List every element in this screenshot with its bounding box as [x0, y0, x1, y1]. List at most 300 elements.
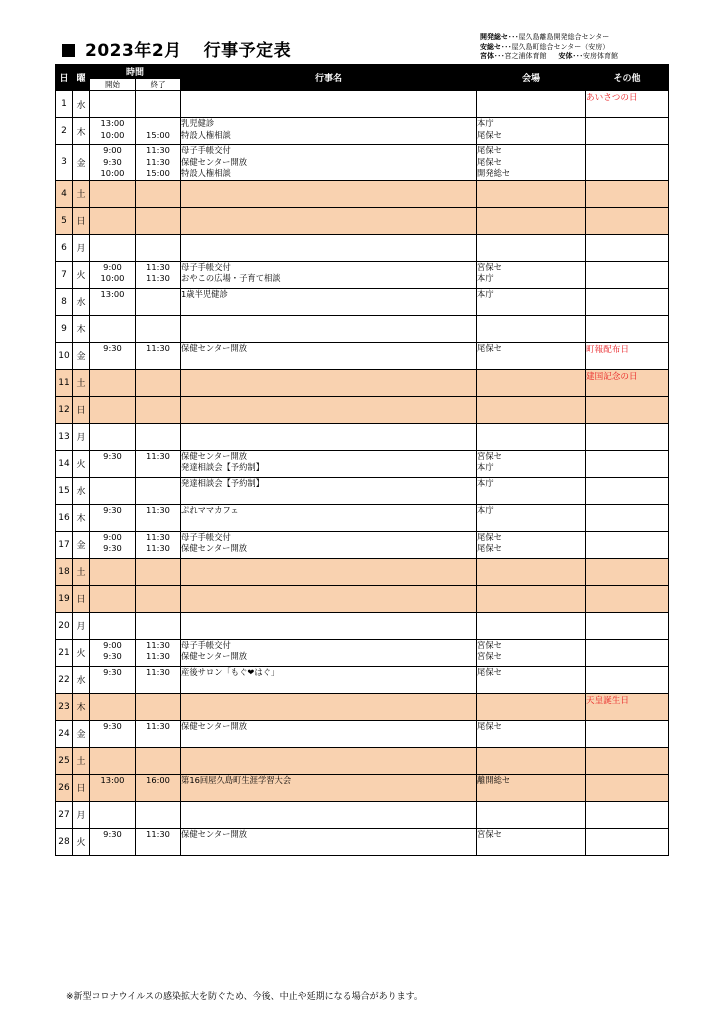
start-time-cell [90, 180, 136, 207]
table-row [56, 801, 669, 828]
table-row [56, 828, 669, 855]
end-time-cell [136, 118, 181, 145]
weekday-cell: 月 [73, 612, 90, 639]
venue-cell-line: 尾保セ [477, 720, 502, 731]
start-time-cell [90, 118, 136, 145]
end-time-cell [136, 801, 181, 828]
day-cell: 17 [56, 531, 73, 558]
venue-cell [477, 720, 586, 747]
event-cell-line: 乳児健診 [181, 118, 215, 128]
table-row [56, 477, 669, 504]
other-cell: 天皇誕生日 [586, 693, 669, 720]
event-cell [181, 477, 477, 504]
other-cell [586, 234, 669, 261]
weekday-cell: 日 [73, 774, 90, 801]
header-weekday: 曜 [73, 65, 90, 91]
end-time-cell [136, 558, 181, 585]
start-time-cell [90, 396, 136, 423]
start-time-cell-line: 10:00 [100, 168, 125, 178]
start-time-cell [90, 828, 136, 855]
legend-line [480, 33, 618, 43]
venue-cell-line: 本庁 [477, 118, 494, 128]
end-time-cell-line: 11:30 [146, 651, 170, 661]
table-row [56, 720, 669, 747]
weekday-cell: 水 [73, 666, 90, 693]
day-cell: 9 [56, 315, 73, 342]
start-time-cell-line: 9:30 [103, 156, 122, 167]
venue-cell-line: 尾保セ [477, 129, 502, 140]
event-cell-line: 母子手帳交付 [181, 639, 231, 650]
venue-cell [477, 801, 586, 828]
legend-line [480, 43, 618, 53]
end-time-cell-line: 16:00 [146, 774, 170, 785]
start-time-cell [90, 504, 136, 531]
start-time-cell-line: 10:00 [100, 273, 125, 283]
weekday-cell: 木 [73, 118, 90, 145]
start-time-cell [90, 288, 136, 315]
table-row [56, 531, 669, 558]
venue-cell-line: 離開総セ [477, 774, 511, 785]
table-row [56, 774, 669, 801]
day-cell: 28 [56, 828, 73, 855]
start-time-cell [90, 585, 136, 612]
event-cell [181, 145, 477, 181]
event-cell-line: 保健センター開放 [181, 720, 248, 731]
event-cell-line: 母子手帳交付 [181, 531, 231, 542]
schedule-body [56, 91, 669, 856]
table-row [56, 180, 669, 207]
venue-cell-line: 尾保セ [477, 666, 502, 677]
day-cell: 10 [56, 342, 73, 369]
header-other: その他 [586, 65, 669, 91]
end-time-cell-line: 15:00 [146, 129, 170, 140]
table-row [56, 396, 669, 423]
weekday-cell: 土 [73, 747, 90, 774]
event-cell-line: 保健センター開放 [181, 651, 248, 661]
end-time-cell [136, 342, 181, 369]
end-time-cell [136, 504, 181, 531]
end-time-cell [136, 396, 181, 423]
other-cell [586, 315, 669, 342]
other-cell [586, 118, 669, 145]
event-cell [181, 234, 477, 261]
day-cell: 18 [56, 558, 73, 585]
event-cell [181, 315, 477, 342]
end-time-cell [136, 639, 181, 666]
start-time-cell-line: 9:00 [103, 261, 122, 272]
other-cell: あいさつの日 [586, 91, 669, 118]
end-time-cell-line: 11:30 [146, 504, 170, 515]
event-cell [181, 369, 477, 396]
event-cell-line: 母子手帳交付 [181, 261, 231, 272]
start-time-cell-line: 9:30 [103, 651, 122, 661]
header-time: 時間 [90, 65, 181, 79]
event-cell [181, 558, 477, 585]
venue-cell [477, 261, 586, 288]
start-time-cell [90, 145, 136, 181]
day-cell: 13 [56, 423, 73, 450]
day-cell: 1 [56, 91, 73, 118]
weekday-cell: 土 [73, 180, 90, 207]
table-row [56, 423, 669, 450]
venue-cell [477, 91, 586, 118]
start-time-cell-line: 9:00 [103, 531, 122, 542]
weekday-cell: 金 [73, 720, 90, 747]
day-cell: 2 [56, 118, 73, 145]
weekday-cell: 日 [73, 396, 90, 423]
weekday-cell: 金 [73, 145, 90, 181]
venue-cell-line: 本庁 [477, 273, 494, 283]
weekday-cell: 土 [73, 369, 90, 396]
other-cell [586, 639, 669, 666]
weekday-cell: 木 [73, 504, 90, 531]
venue-cell [477, 234, 586, 261]
event-cell-line: 産後サロン「もぐ❤はぐ」 [181, 666, 280, 677]
event-cell [181, 747, 477, 774]
day-cell: 3 [56, 145, 73, 181]
end-time-cell-line [136, 289, 180, 301]
day-cell: 20 [56, 612, 73, 639]
event-cell-line: 保健センター開放 [181, 450, 248, 461]
venue-cell [477, 207, 586, 234]
start-time-cell-line: 13:00 [100, 118, 125, 128]
event-cell [181, 585, 477, 612]
event-cell-line: 発達相談会【予約制】 [181, 477, 264, 488]
event-cell-line: 特設人権相談 [181, 168, 231, 178]
venue-cell-line: 本庁 [477, 462, 494, 472]
header-venue: 会場 [477, 65, 586, 91]
table-row [56, 612, 669, 639]
start-time-cell [90, 801, 136, 828]
event-cell [181, 666, 477, 693]
day-cell: 19 [56, 585, 73, 612]
other-cell [586, 666, 669, 693]
day-cell: 7 [56, 261, 73, 288]
end-time-cell [136, 234, 181, 261]
end-time-cell-line: 11:30 [146, 261, 170, 272]
end-time-cell [136, 774, 181, 801]
table-row [56, 91, 669, 118]
day-cell: 21 [56, 639, 73, 666]
legend-key: 安総セ [480, 42, 501, 51]
event-cell-line: 母子手帳交付 [181, 145, 231, 155]
end-time-cell-line [136, 462, 180, 474]
square-bullet-icon [62, 44, 75, 57]
start-time-cell-line: 13:00 [100, 288, 125, 299]
legend-text: ･･･屋久島離島開発総合センター [508, 33, 610, 41]
other-cell [586, 720, 669, 747]
end-time-cell [136, 288, 181, 315]
event-cell [181, 118, 477, 145]
venue-cell-line: 本庁 [477, 477, 494, 488]
start-time-cell [90, 693, 136, 720]
day-cell: 15 [56, 477, 73, 504]
table-row [56, 118, 669, 145]
venue-cell [477, 369, 586, 396]
start-time-cell [90, 91, 136, 118]
event-cell-line: 保健センター開放 [181, 543, 248, 553]
venue-legend [480, 33, 618, 62]
end-time-cell-line: 11:30 [146, 666, 170, 677]
day-cell: 26 [56, 774, 73, 801]
table-row [56, 145, 669, 181]
event-cell [181, 180, 477, 207]
event-cell [181, 531, 477, 558]
table-row [56, 585, 669, 612]
header-end: 終了 [136, 79, 181, 91]
day-cell: 5 [56, 207, 73, 234]
schedule-table [55, 64, 669, 856]
venue-cell [477, 531, 586, 558]
day-cell: 27 [56, 801, 73, 828]
header-start: 開始 [90, 79, 136, 91]
start-time-cell-line: 9:30 [103, 543, 122, 553]
event-cell-line: ぷれママカフェ [181, 504, 239, 515]
legend-text: ･･･屋久島町総合センター（安房） [501, 42, 610, 51]
event-cell [181, 612, 477, 639]
venue-cell [477, 612, 586, 639]
start-time-cell-line: 9:30 [103, 504, 122, 515]
event-cell [181, 720, 477, 747]
end-time-cell-line: 11:30 [146, 156, 170, 167]
table-row [56, 450, 669, 477]
start-time-cell-line [90, 478, 135, 490]
venue-cell-line: 本庁 [477, 288, 494, 299]
start-time-cell-line: 9:00 [103, 145, 122, 155]
legend-text: ･･･安房体育館 [572, 52, 618, 61]
event-cell [181, 828, 477, 855]
weekday-cell: 火 [73, 261, 90, 288]
day-cell: 6 [56, 234, 73, 261]
event-cell-line: おやこの広場・子育て相談 [181, 273, 281, 283]
start-time-cell-line: 9:30 [103, 666, 122, 677]
start-time-cell [90, 315, 136, 342]
venue-cell [477, 504, 586, 531]
other-cell [586, 531, 669, 558]
venue-cell [477, 774, 586, 801]
other-cell [586, 450, 669, 477]
other-cell [586, 261, 669, 288]
weekday-cell: 月 [73, 423, 90, 450]
venue-cell [477, 558, 586, 585]
venue-cell [477, 666, 586, 693]
venue-cell [477, 585, 586, 612]
start-time-cell [90, 531, 136, 558]
other-cell [586, 396, 669, 423]
event-cell [181, 450, 477, 477]
event-cell [181, 423, 477, 450]
footnote: ※新型コロナウイルスの感染拡大を防ぐため、今後、中止や延期になる場合があります。 [66, 992, 423, 1002]
table-row [56, 558, 669, 585]
start-time-cell [90, 369, 136, 396]
start-time-cell-line: 13:00 [100, 774, 125, 785]
other-cell [586, 774, 669, 801]
event-cell-line: 保健センター開放 [181, 342, 248, 353]
other-cell [586, 477, 669, 504]
title-name: 行事予定表 [203, 41, 292, 61]
day-cell: 22 [56, 666, 73, 693]
start-time-cell [90, 423, 136, 450]
start-time-cell-line: 9:30 [103, 450, 122, 461]
start-time-cell [90, 666, 136, 693]
venue-cell [477, 396, 586, 423]
end-time-cell-line: 11:30 [146, 720, 170, 731]
start-time-cell-line: 9:00 [103, 639, 122, 650]
venue-cell-line: 宮保セ [477, 651, 502, 661]
end-time-cell-line [136, 478, 180, 490]
start-time-cell [90, 450, 136, 477]
start-time-cell [90, 261, 136, 288]
venue-cell-line: 尾保セ [477, 145, 502, 155]
legend-key: 安体 [558, 52, 573, 61]
start-time-cell [90, 558, 136, 585]
end-time-cell [136, 180, 181, 207]
other-cell [586, 558, 669, 585]
end-time-cell [136, 666, 181, 693]
venue-cell [477, 828, 586, 855]
other-cell [586, 585, 669, 612]
start-time-cell-line: 9:30 [103, 342, 122, 353]
venue-cell-line: 尾保セ [477, 531, 502, 542]
end-time-cell-line: 11:30 [146, 639, 170, 650]
start-time-cell [90, 774, 136, 801]
other-cell [586, 288, 669, 315]
end-time-cell [136, 261, 181, 288]
other-cell [586, 180, 669, 207]
start-time-cell [90, 342, 136, 369]
table-row [56, 234, 669, 261]
weekday-cell: 木 [73, 693, 90, 720]
table-row [56, 207, 669, 234]
other-cell [586, 504, 669, 531]
other-cell [586, 612, 669, 639]
start-time-cell [90, 477, 136, 504]
end-time-cell-line: 11:30 [146, 450, 170, 461]
event-cell [181, 801, 477, 828]
end-time-cell-line: 11:30 [146, 273, 170, 283]
venue-cell-line: 宮保セ [477, 639, 502, 650]
end-time-cell [136, 747, 181, 774]
event-cell [181, 774, 477, 801]
day-cell: 12 [56, 396, 73, 423]
venue-cell-line: 尾保セ [477, 156, 502, 167]
end-time-cell [136, 693, 181, 720]
venue-cell [477, 180, 586, 207]
end-time-cell [136, 207, 181, 234]
end-time-cell-line: 11:30 [146, 342, 170, 353]
table-row [56, 369, 669, 396]
weekday-cell: 水 [73, 91, 90, 118]
event-cell [181, 693, 477, 720]
start-time-cell [90, 207, 136, 234]
start-time-cell [90, 720, 136, 747]
table-row [56, 504, 669, 531]
weekday-cell: 水 [73, 288, 90, 315]
event-cell [181, 91, 477, 118]
start-time-cell [90, 639, 136, 666]
venue-cell-line: 宮保セ [477, 828, 502, 839]
event-cell [181, 639, 477, 666]
end-time-cell-line [136, 118, 180, 130]
event-cell [181, 342, 477, 369]
event-cell-line: 保健センター開放 [181, 156, 248, 167]
end-time-cell-line: 15:00 [146, 168, 170, 178]
end-time-cell [136, 828, 181, 855]
end-time-cell [136, 585, 181, 612]
event-cell-line: 第16回屋久島町生涯学習大会 [181, 774, 292, 785]
weekday-cell: 火 [73, 450, 90, 477]
header-event: 行事名 [181, 65, 477, 91]
weekday-cell: 木 [73, 315, 90, 342]
event-cell [181, 288, 477, 315]
weekday-cell: 金 [73, 531, 90, 558]
start-time-cell-line: 10:00 [100, 129, 125, 140]
end-time-cell [136, 477, 181, 504]
start-time-cell-line: 9:30 [103, 828, 122, 839]
weekday-cell: 火 [73, 639, 90, 666]
table-row [56, 747, 669, 774]
day-cell: 4 [56, 180, 73, 207]
day-cell: 8 [56, 288, 73, 315]
start-time-cell [90, 747, 136, 774]
venue-cell [477, 477, 586, 504]
venue-cell-line: 尾保セ [477, 543, 502, 553]
event-cell [181, 207, 477, 234]
table-row [56, 342, 669, 369]
table-row [56, 261, 669, 288]
venue-cell [477, 145, 586, 181]
venue-cell [477, 693, 586, 720]
end-time-cell [136, 315, 181, 342]
event-cell-line: 1歳半児健診 [181, 288, 228, 299]
table-row [56, 315, 669, 342]
end-time-cell-line: 11:30 [146, 145, 170, 155]
day-cell: 14 [56, 450, 73, 477]
header-row [56, 65, 669, 79]
other-cell [586, 207, 669, 234]
weekday-cell: 水 [73, 477, 90, 504]
other-cell [586, 828, 669, 855]
venue-cell [477, 747, 586, 774]
venue-cell [477, 450, 586, 477]
start-time-cell-line [90, 462, 135, 474]
end-time-cell-line: 11:30 [146, 828, 170, 839]
event-cell-line: 発達相談会【予約制】 [181, 462, 264, 472]
venue-cell [477, 118, 586, 145]
venue-cell [477, 288, 586, 315]
weekday-cell: 月 [73, 801, 90, 828]
venue-cell-line: 尾保セ [477, 342, 502, 353]
venue-cell-line: 開発総セ [477, 168, 511, 178]
end-time-cell [136, 91, 181, 118]
event-cell [181, 261, 477, 288]
table-row [56, 666, 669, 693]
end-time-cell [136, 531, 181, 558]
table-row [56, 639, 669, 666]
table-row [56, 288, 669, 315]
event-cell [181, 504, 477, 531]
weekday-cell: 土 [73, 558, 90, 585]
title-month: 2023年2月 [85, 41, 182, 61]
end-time-cell [136, 720, 181, 747]
venue-cell [477, 315, 586, 342]
day-cell: 16 [56, 504, 73, 531]
day-cell: 24 [56, 720, 73, 747]
legend-line [480, 52, 618, 62]
end-time-cell [136, 369, 181, 396]
page-title [62, 36, 291, 61]
day-cell: 25 [56, 747, 73, 774]
